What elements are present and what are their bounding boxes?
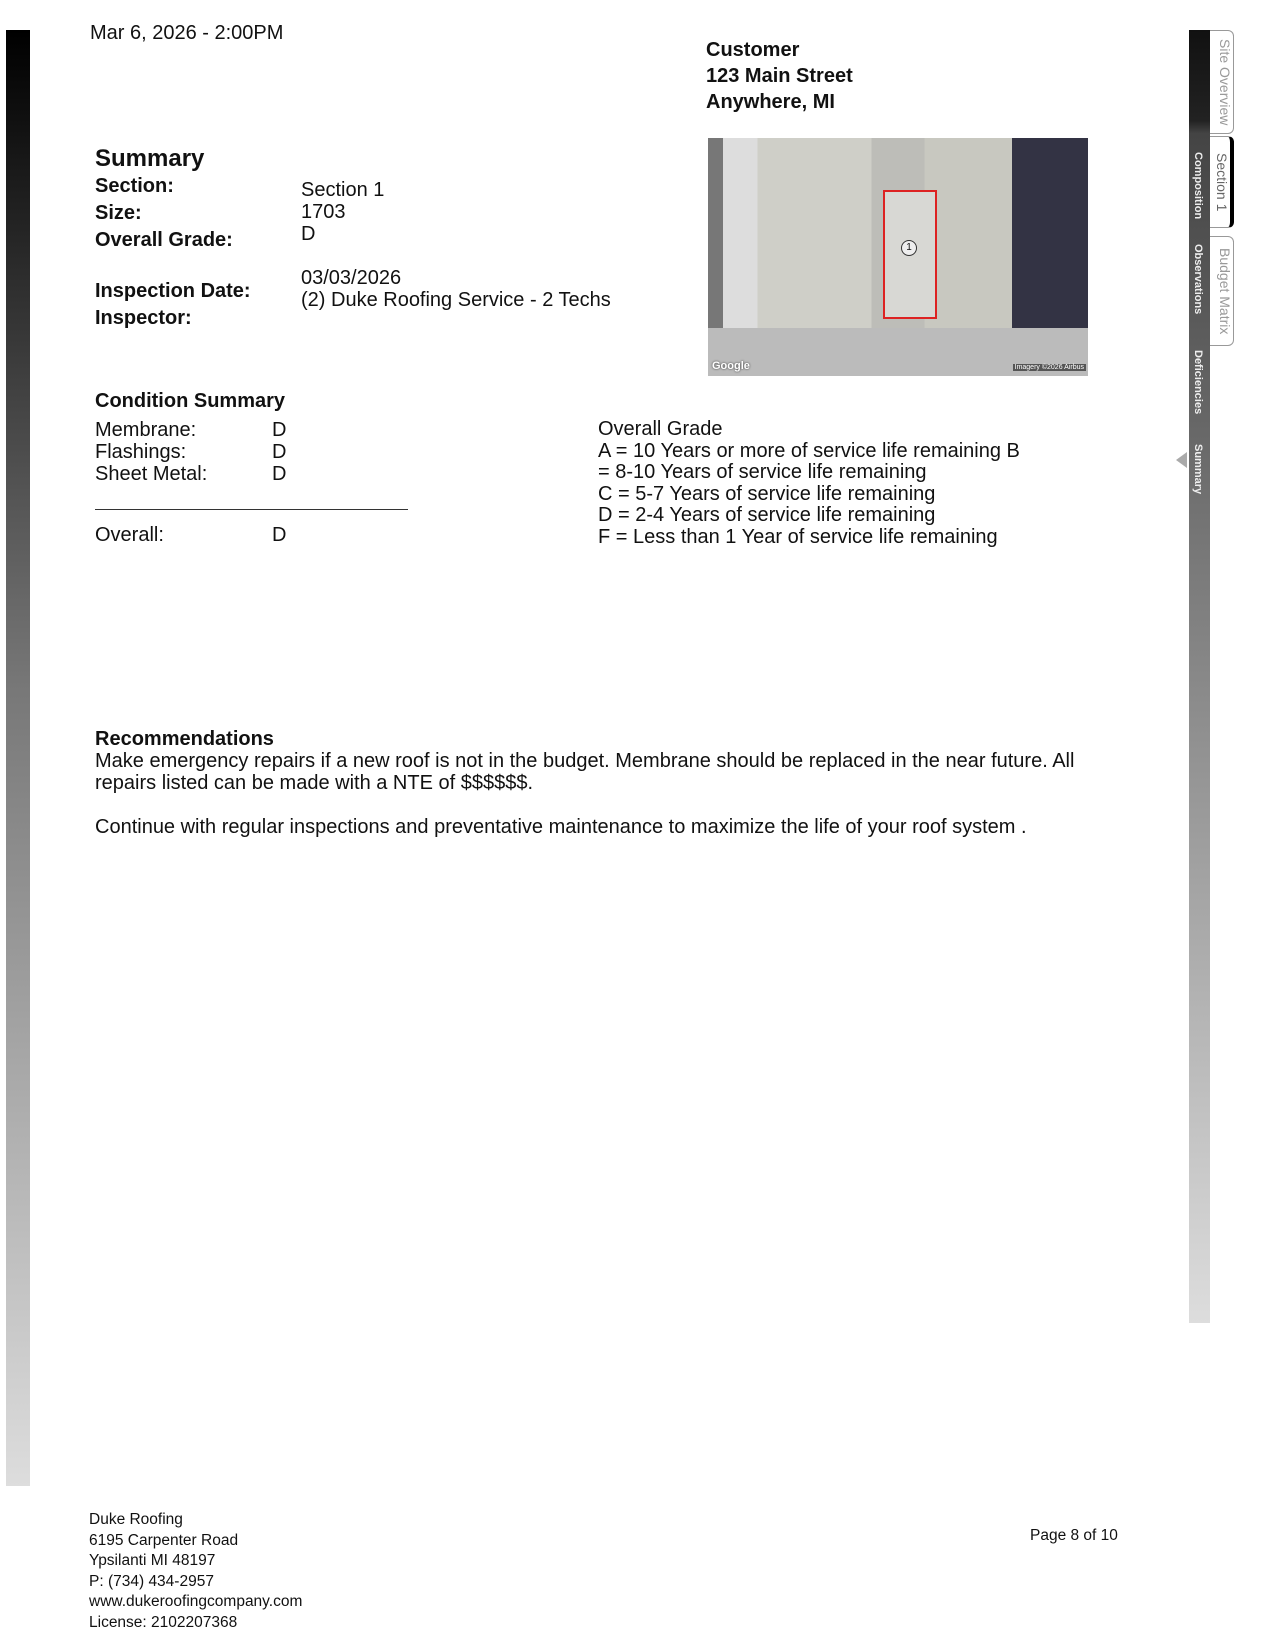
membrane-label: Membrane: [95,419,197,441]
google-logo: Google [712,360,750,372]
recommendations-title: Recommendations [95,728,274,750]
section-marker: 1 [901,240,917,256]
company-city: Ypsilanti MI 48197 [89,1552,216,1569]
legend-line: D = 2-4 Years of service life remaining [598,504,936,526]
recommendation-text: repairs listed can be made with a NTE of $$$$$$. [95,772,534,794]
subtab-summary[interactable]: Summary [1192,444,1204,495]
recommendation-text: Continue with regular inspections and preventative maintenance to maximize the life of your roof system . [95,816,1027,838]
company-license: License: 2102207368 [89,1613,238,1631]
left-gradient-bar [6,30,30,1486]
tab-site-overview[interactable]: Site Overview [1210,30,1234,134]
membrane-grade: D [272,419,287,441]
subtab-observations[interactable]: Observations [1192,244,1204,315]
company-phone: P: (734) 434-2957 [89,1572,214,1590]
flashings-label: Flashings: [95,441,187,463]
overall-grade-value: D [301,223,316,245]
tab-budget-matrix[interactable]: Budget Matrix [1210,236,1234,346]
legend-line: C = 5-7 Years of service life remaining [598,482,936,505]
section-nav-bar [1189,30,1210,1323]
legend-line: F = Less than 1 Year of service life remaining [598,525,998,548]
size-value: 1703 [301,201,346,223]
recommendation-text: Make emergency repairs if a new roof is not in the budget. Membrane should be replaced in the near future. All [95,750,1075,772]
section-value: Section 1 [301,179,385,201]
legend-title: Overall Grade [598,418,723,440]
page-number: Page 8 of 10 [1030,1527,1118,1544]
sheet-metal-label: Sheet Metal: [95,463,208,485]
customer-label: Customer [706,39,800,61]
size-label: Size: [95,202,142,224]
overall-grade-label: Overall Grade: [95,229,233,251]
subtab-composition[interactable]: Composition [1192,152,1204,220]
overall-label: Overall: [95,524,164,546]
section-label: Section: [95,175,174,197]
imagery-credit: Imagery ©2026 Airbus [1014,364,1084,371]
customer-city: Anywhere, MI [706,91,835,113]
legend-line: A = 10 Years or more of service life remaining B [598,439,1020,462]
grade-legend [598,419,1020,548]
summary-title: Summary [95,145,205,172]
company-street: 6195 Carpenter Road [89,1531,239,1549]
sheet-metal-grade: D [272,463,287,485]
subtab-deficiencies[interactable]: Deficiencies [1192,350,1204,415]
tab-section-1[interactable]: Section 1 [1210,136,1234,228]
inspector-value: (2) Duke Roofing Service - 2 Techs [301,289,611,311]
inspection-date-value: 03/03/2026 [301,267,402,289]
condition-summary-title: Condition Summary [95,390,286,412]
company-website: www.dukeroofingcompany.com [89,1593,303,1610]
inspector-label: Inspector: [95,307,192,329]
current-page-arrow-icon [1176,452,1187,468]
flashings-grade: D [272,441,287,463]
inspection-date-label: Inspection Date: [95,280,251,302]
customer-street: 123 Main Street [706,65,853,87]
legend-line: = 8-10 Years of service life remaining [598,461,927,483]
overall-grade: D [272,524,287,546]
aerial-map [708,138,1088,376]
divider [95,509,408,510]
report-datetime: Mar 6, 2026 - 2:00PM [90,22,284,44]
company-name: Duke Roofing [89,1511,183,1528]
company-footer [89,1510,302,1633]
